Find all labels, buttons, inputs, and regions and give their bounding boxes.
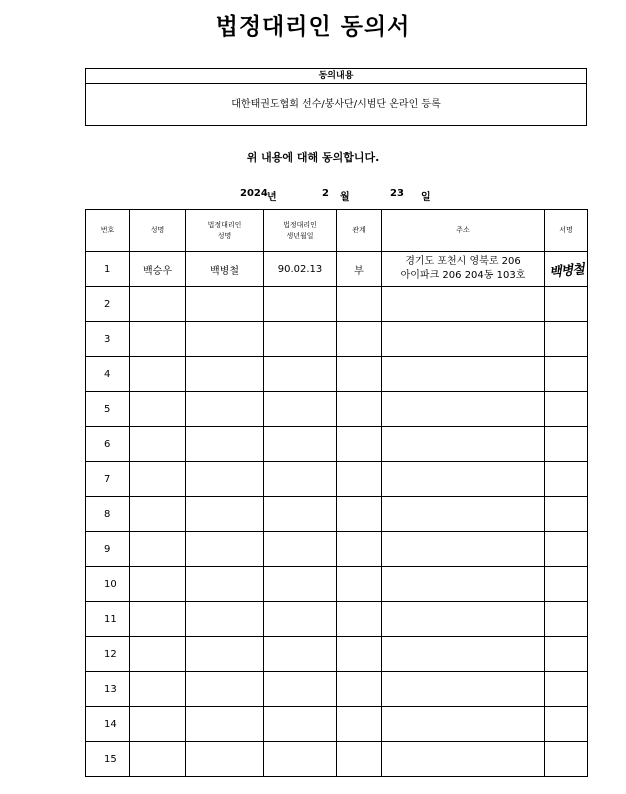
row-address: [382, 672, 545, 707]
row-guardian-name: [186, 742, 264, 777]
row-address: [382, 567, 545, 602]
row-name: [130, 602, 186, 637]
row-number: 4: [86, 357, 130, 392]
header-address: 주소: [382, 210, 545, 252]
table-row: [86, 392, 588, 427]
agree-statement: 위 내용에 대해 동의합니다.: [246, 151, 380, 164]
row-guardian-birth: [264, 462, 337, 497]
row-signature: [545, 462, 588, 497]
table-row: [86, 252, 588, 287]
row-signature: [545, 532, 588, 567]
row-signature: [545, 427, 588, 462]
table-row: [86, 462, 588, 497]
row-guardian-name: [186, 322, 264, 357]
row-number: 1: [86, 252, 130, 287]
consent-content: 대한태권도협회 선수/봉사단/시범단 온라인 등록: [231, 99, 441, 110]
row-guardian-name: [186, 567, 264, 602]
table-row: [86, 427, 588, 462]
row-address: [382, 497, 545, 532]
row-name: [130, 357, 186, 392]
header-guardian-birth: 법정대리인 생년월일: [264, 210, 337, 252]
row-guardian-birth: [264, 742, 337, 777]
row-guardian-birth: [264, 497, 337, 532]
row-name: [130, 287, 186, 322]
row-name: [130, 532, 186, 567]
row-guardian-name: [186, 392, 264, 427]
row-address: [382, 357, 545, 392]
row-signature: [545, 742, 588, 777]
table-row: [86, 497, 588, 532]
row-guardian-birth: [264, 322, 337, 357]
row-signature: [545, 602, 588, 637]
row-relation: [337, 672, 382, 707]
date-day: 23: [390, 188, 404, 199]
row-guardian-name: 백병철: [186, 252, 264, 287]
row-number: 8: [86, 497, 130, 532]
table-row: [86, 742, 588, 777]
date-year: 2024: [240, 188, 268, 199]
row-number: 6: [86, 427, 130, 462]
row-name: [130, 462, 186, 497]
row-name: [130, 427, 186, 462]
row-relation: [337, 392, 382, 427]
row-relation: [337, 427, 382, 462]
row-relation: [337, 357, 382, 392]
table-row: [86, 532, 588, 567]
guardian-table: [85, 209, 588, 777]
table-row: [86, 357, 588, 392]
row-guardian-birth: [264, 532, 337, 567]
row-guardian-birth: [264, 602, 337, 637]
row-signature: [545, 637, 588, 672]
row-name: [130, 742, 186, 777]
row-guardian-name: [186, 602, 264, 637]
row-relation: 부: [337, 252, 382, 287]
row-relation: [337, 567, 382, 602]
row-signature: [545, 357, 588, 392]
row-relation: [337, 532, 382, 567]
table-row: [86, 567, 588, 602]
row-guardian-birth: [264, 392, 337, 427]
row-address: [382, 742, 545, 777]
consent-box: [85, 68, 587, 126]
row-guardian-birth: [264, 357, 337, 392]
row-address: [382, 252, 545, 287]
row-guardian-birth: [264, 287, 337, 322]
table-row: [86, 672, 588, 707]
row-number: 9: [86, 532, 130, 567]
row-signature: [545, 707, 588, 742]
row-relation: [337, 287, 382, 322]
table-row: [86, 637, 588, 672]
row-name: [130, 322, 186, 357]
row-number: 11: [86, 602, 130, 637]
row-signature: [545, 567, 588, 602]
row-number: 12: [86, 637, 130, 672]
table-row: [86, 707, 588, 742]
address-line-1: 경기도 포천시 영북로 206: [405, 256, 521, 267]
document-title: 법정대리인 동의서: [215, 13, 411, 40]
row-signature: [545, 322, 588, 357]
header-signature: 서명: [545, 210, 588, 252]
row-name: [130, 672, 186, 707]
row-guardian-name: [186, 637, 264, 672]
row-guardian-name: [186, 427, 264, 462]
header-relation: 관계: [337, 210, 382, 252]
row-name: [130, 392, 186, 427]
row-guardian-name: [186, 672, 264, 707]
row-address: [382, 532, 545, 567]
row-relation: [337, 637, 382, 672]
row-name: 백승우: [130, 252, 186, 287]
row-address: [382, 602, 545, 637]
row-number: 3: [86, 322, 130, 357]
row-signature: [545, 252, 588, 287]
row-address: [382, 707, 545, 742]
row-address: [382, 392, 545, 427]
row-address: [382, 427, 545, 462]
row-signature: [545, 392, 588, 427]
row-name: [130, 497, 186, 532]
row-guardian-birth: 90.02.13: [264, 252, 337, 287]
date-day-unit: 일: [421, 192, 431, 203]
header-guardian-name: 법정대리인 성명: [186, 210, 264, 252]
row-guardian-name: [186, 497, 264, 532]
header-name: 성명: [130, 210, 186, 252]
row-relation: [337, 742, 382, 777]
date-month: 2: [322, 188, 329, 199]
row-guardian-name: [186, 287, 264, 322]
row-name: [130, 637, 186, 672]
row-number: 5: [86, 392, 130, 427]
row-number: 15: [86, 742, 130, 777]
table-header-row: [86, 210, 588, 252]
row-name: [130, 567, 186, 602]
row-guardian-birth: [264, 707, 337, 742]
row-relation: [337, 497, 382, 532]
consent-header: 동의내용: [86, 69, 586, 84]
row-number: 13: [86, 672, 130, 707]
row-guardian-birth: [264, 672, 337, 707]
row-relation: [337, 707, 382, 742]
row-address: [382, 287, 545, 322]
row-signature: [545, 287, 588, 322]
row-guardian-name: [186, 532, 264, 567]
row-relation: [337, 462, 382, 497]
handwritten-signature: 백병철: [548, 261, 585, 281]
row-relation: [337, 602, 382, 637]
row-number: 7: [86, 462, 130, 497]
table-row: [86, 322, 588, 357]
row-relation: [337, 322, 382, 357]
row-guardian-name: [186, 707, 264, 742]
row-name: [130, 707, 186, 742]
header-number: 번호: [86, 210, 130, 252]
row-address: [382, 637, 545, 672]
table-row: [86, 602, 588, 637]
row-number: 2: [86, 287, 130, 322]
table-row: [86, 287, 588, 322]
row-number: 14: [86, 707, 130, 742]
row-address: [382, 322, 545, 357]
row-guardian-birth: [264, 567, 337, 602]
row-guardian-birth: [264, 427, 337, 462]
row-address: [382, 462, 545, 497]
row-signature: [545, 497, 588, 532]
row-signature: [545, 672, 588, 707]
row-guardian-name: [186, 357, 264, 392]
date-year-unit: 년: [267, 192, 277, 203]
address-line-2: 아이파크 206 204동 103호: [400, 270, 526, 281]
row-number: 10: [86, 567, 130, 602]
row-guardian-name: [186, 462, 264, 497]
row-guardian-birth: [264, 637, 337, 672]
date-month-unit: 월: [340, 192, 350, 203]
